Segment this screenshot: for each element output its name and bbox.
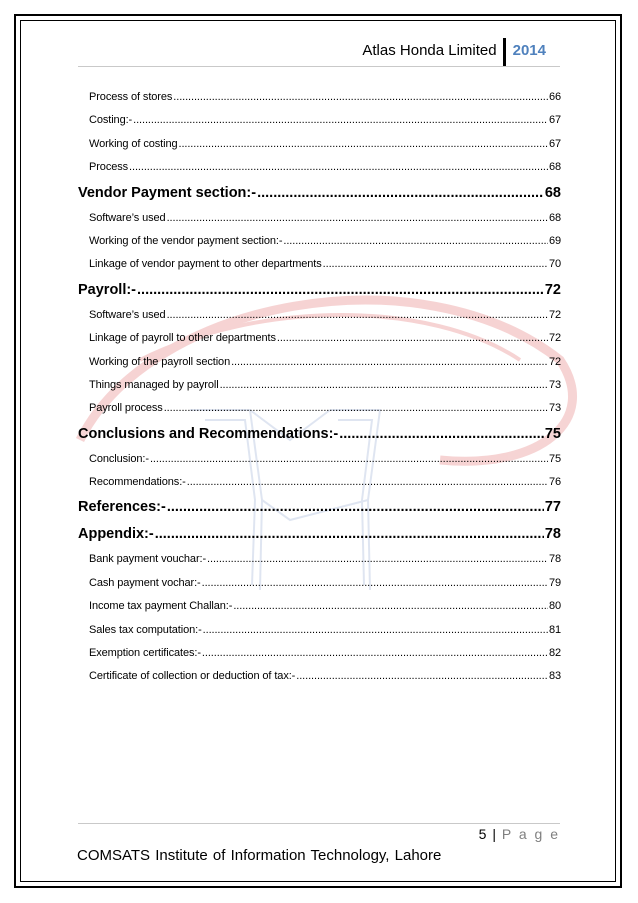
toc-heading-entry[interactable]	[78, 494, 561, 521]
header-company: Atlas Honda Limited	[362, 42, 497, 59]
toc-leader-dots	[178, 133, 547, 156]
toc-entry-page: 76	[548, 476, 561, 489]
toc-entry[interactable]	[78, 327, 561, 350]
toc-entry[interactable]	[78, 619, 561, 642]
toc-entry-page: 81	[548, 623, 561, 636]
toc-leader-dots	[257, 180, 544, 207]
toc-leader-dots	[202, 572, 548, 595]
toc-leader-dots	[233, 595, 548, 618]
toc-entry[interactable]	[78, 374, 561, 397]
toc-leader-dots	[133, 109, 548, 132]
toc-leader-dots	[323, 253, 548, 276]
header-rule	[78, 66, 560, 67]
toc-entry-page: 72	[548, 308, 561, 321]
toc-leader-dots	[283, 230, 548, 253]
toc-entry-label: Appendix:-	[78, 526, 154, 543]
toc-entry-label: Conclusion:-	[89, 452, 149, 465]
toc-entry[interactable]	[78, 448, 561, 471]
toc-leader-dots	[173, 86, 548, 109]
toc-heading-entry[interactable]	[78, 277, 561, 304]
toc-entry-label: Software’s used	[89, 308, 166, 321]
toc-entry-label: References:-	[78, 499, 166, 516]
toc-leader-dots	[296, 665, 548, 688]
toc-entry-page: 72	[544, 281, 561, 298]
toc-entry-page: 67	[548, 137, 561, 150]
toc-entry-label: Working of costing	[89, 137, 178, 150]
toc-entry-label: Software’s used	[89, 211, 166, 224]
toc-entry-label: Conclusions and Recommendations:-	[78, 425, 339, 442]
toc-leader-dots	[167, 207, 548, 230]
toc-entry[interactable]	[78, 207, 561, 230]
footer-institute: COMSATS Institute of Information Technology, Lahore	[77, 847, 442, 864]
toc-entry-label: Sales tax computation:-	[89, 623, 202, 636]
toc-entry-label: Bank payment vouchar:-	[89, 553, 207, 566]
toc-entry[interactable]	[78, 230, 561, 253]
toc-entry-page: 73	[548, 402, 561, 415]
toc-entry-label: Linkage of vendor payment to other departments	[89, 258, 322, 271]
toc-entry-label: Cash payment vochar:-	[89, 576, 201, 589]
toc-entry[interactable]	[78, 304, 561, 327]
toc-entry-page: 73	[548, 378, 561, 391]
toc-leader-dots	[339, 421, 544, 448]
toc-entry-page: 66	[548, 91, 561, 103]
toc-leader-dots	[203, 619, 548, 642]
toc-entry[interactable]	[78, 642, 561, 665]
toc-entry[interactable]	[78, 572, 561, 595]
toc-leader-dots	[277, 327, 548, 350]
toc-leader-dots	[137, 277, 544, 304]
toc-entry-page: 72	[548, 355, 561, 368]
toc-heading-entry[interactable]	[78, 180, 561, 207]
toc-entry-label: Process	[89, 161, 129, 174]
toc-entry-page: 72	[548, 332, 561, 345]
toc-entry-label: Working of the vendor payment section:-	[89, 234, 283, 247]
toc-entry-label: Recommendations:-	[89, 476, 186, 489]
toc-entry-label: Process of stores	[89, 91, 173, 103]
toc-entry-page: 78	[548, 553, 561, 566]
toc-entry[interactable]	[78, 548, 561, 571]
toc-entry-page: 68	[548, 161, 561, 174]
toc-entry-page: 83	[548, 670, 561, 683]
toc-entry-label: Costing:-	[89, 114, 133, 127]
toc-entry[interactable]	[78, 665, 561, 688]
toc-heading-entry[interactable]	[78, 521, 561, 548]
toc-entry-page: 68	[544, 184, 561, 201]
footer-rule	[78, 823, 560, 824]
toc-entry-label: Payroll:-	[78, 281, 137, 298]
toc-leader-dots	[150, 448, 548, 471]
toc-entry-page: 75	[544, 425, 561, 442]
toc-leader-dots	[220, 374, 548, 397]
toc-leader-dots	[155, 521, 544, 548]
toc-leader-dots	[231, 351, 548, 374]
toc-entry-label: Certificate of collection or deduction of tax:-	[89, 670, 296, 683]
toc-entry-page: 67	[548, 114, 561, 127]
toc-entry-page: 79	[548, 576, 561, 589]
toc-leader-dots	[202, 642, 548, 665]
toc-leader-dots	[187, 471, 548, 494]
toc-entry[interactable]	[78, 351, 561, 374]
page-number	[479, 826, 560, 842]
toc-entry-page: 75	[548, 452, 561, 465]
toc-heading-entry[interactable]	[78, 421, 561, 448]
toc-leader-dots	[207, 548, 548, 571]
toc-leader-dots	[167, 304, 548, 327]
table-of-contents	[78, 86, 561, 689]
toc-entry[interactable]	[78, 86, 561, 109]
toc-entry-label: Vendor Payment section:-	[78, 184, 257, 201]
toc-entry-page: 80	[548, 600, 561, 613]
toc-entry-label: Payroll process	[89, 402, 163, 415]
toc-entry[interactable]	[78, 397, 561, 420]
toc-entry-label: Income tax payment Challan:-	[89, 600, 233, 613]
toc-entry-page: 77	[544, 499, 561, 516]
toc-entry-page: 82	[548, 647, 561, 660]
page-number-value: 5	[478, 826, 488, 842]
toc-entry-label: Things managed by payroll	[89, 378, 219, 391]
toc-entry[interactable]	[78, 133, 561, 156]
header-year: 2014	[512, 42, 546, 59]
toc-leader-dots	[164, 397, 548, 420]
toc-entry-label: Linkage of payroll to other departments	[89, 332, 276, 345]
toc-leader-dots	[167, 494, 544, 521]
toc-entry[interactable]	[78, 471, 561, 494]
page-number-separator: |	[492, 826, 497, 842]
toc-entry[interactable]	[78, 253, 561, 276]
toc-entry-page: 70	[548, 258, 561, 271]
toc-entry[interactable]	[78, 595, 561, 618]
toc-entry-page: 68	[548, 211, 561, 224]
toc-entry-label: Exemption certificates:-	[89, 647, 201, 660]
page-header	[362, 38, 546, 68]
page-word: P a g e	[501, 826, 560, 842]
toc-entry-label: Working of the payroll section	[89, 355, 231, 368]
toc-entry-page: 78	[544, 526, 561, 543]
toc-entry[interactable]	[78, 156, 561, 179]
toc-entry-page: 69	[548, 234, 561, 247]
toc-entry[interactable]	[78, 109, 561, 132]
toc-leader-dots	[129, 156, 548, 179]
